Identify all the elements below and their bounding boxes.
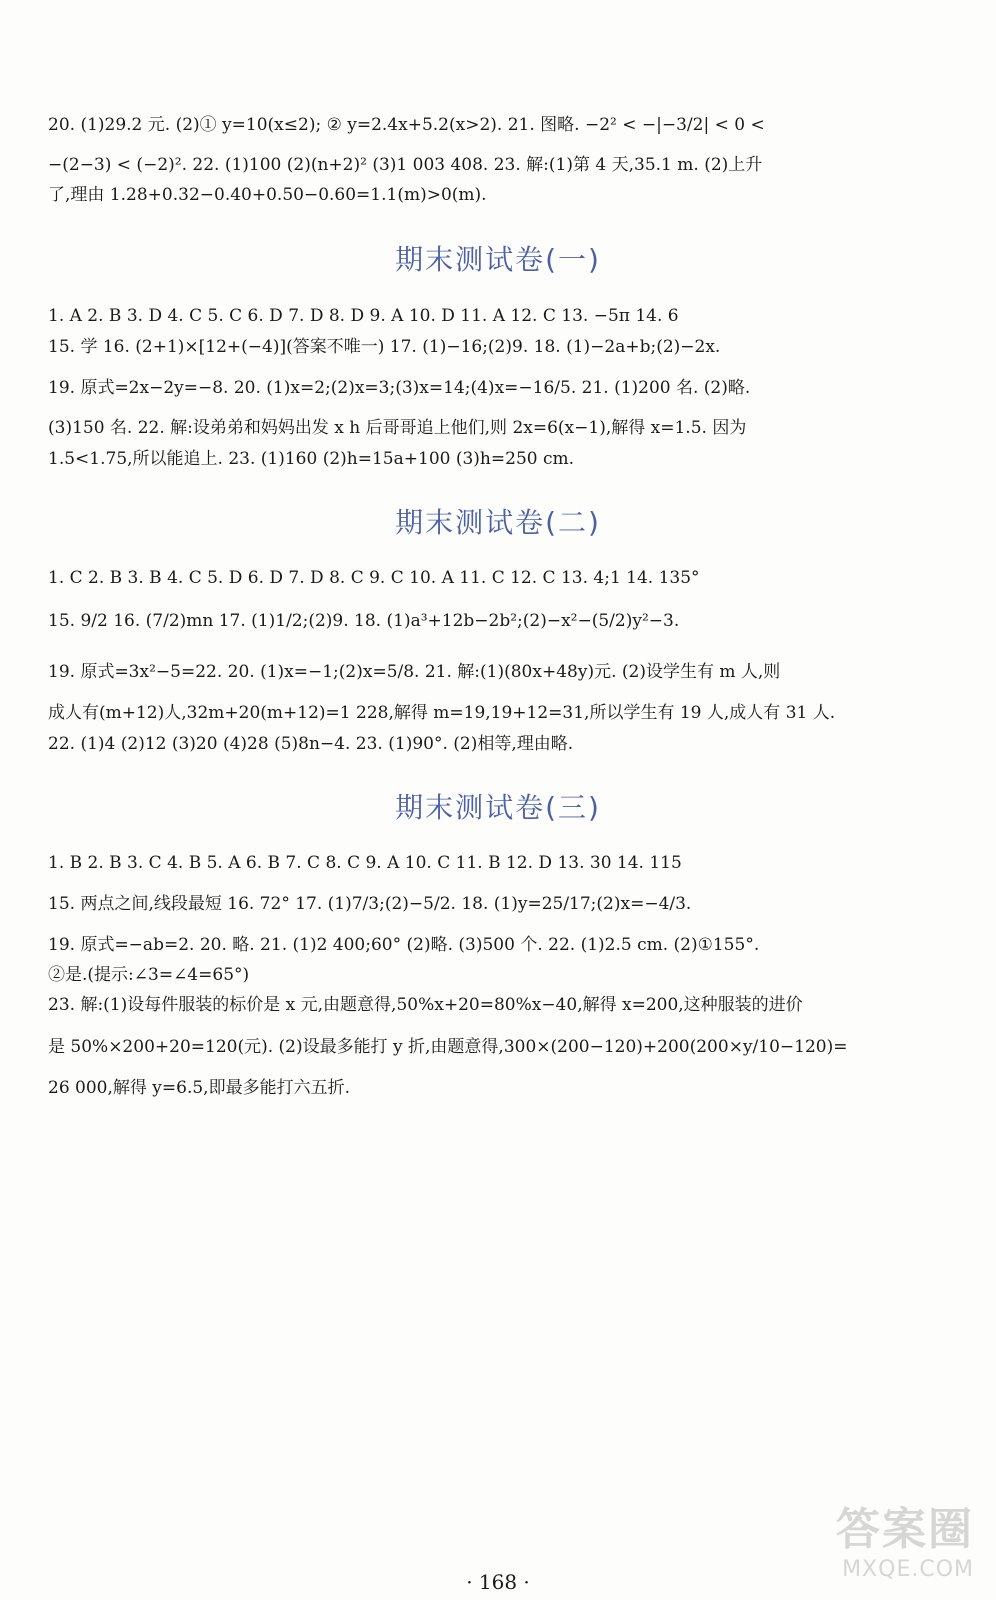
- answer-line: 了,理由 1.28+0.32−0.40+0.50−0.60=1.1(m)>0(m).: [48, 185, 487, 205]
- answer-line: 1.5<1.75,所以能追上. 23. (1)160 (2)h=15a+100 (3)h=250 cm.: [48, 449, 575, 469]
- section-title: 期末测试卷(二): [395, 506, 601, 539]
- answer-line: ②是.(提示:∠3=∠4=65°): [48, 965, 250, 985]
- answer-line: 1. A 2. B 3. D 4. C 5. C 6. D 7. D 8. D 9. A 10. D 11. A 12. C 13. −5π 14. 6: [48, 306, 679, 326]
- watermark-text: 答案圈: [836, 1504, 974, 1555]
- answer-line: 19. 原式=2x−2y=−8. 20. (1)x=2;(2)x=3;(3)x=14;(4)x=−16/5. 21. (1)200 名. (2)略.: [48, 378, 751, 398]
- answer-line: 19. 原式=3x²−5=22. 20. (1)x=−1;(2)x=5/8. 21. 解:(1)(80x+48y)元. (2)设学生有 m 人,则: [48, 662, 781, 682]
- watermark-url: MXQE.COM: [842, 1557, 974, 1582]
- answer-line: 20. (1)29.2 元. (2)① y=10(x≤2); ② y=2.4x+5.2(x>2). 21. 图略. −2² < −|−3/2| < 0 <: [48, 115, 765, 135]
- answer-line: 成人有(m+12)人,32m+20(m+12)=1 228,解得 m=19,19+12=31,所以学生有 19 人,成人有 31 人.: [48, 703, 836, 723]
- answer-line: 1. B 2. B 3. C 4. B 5. A 6. B 7. C 8. C 9. A 10. C 11. B 12. D 13. 30 14. 115: [48, 853, 682, 873]
- answer-line: 是 50%×200+20=120(元). (2)设最多能打 y 折,由题意得,300×(200−120)+200(200×y/10−120)=: [48, 1037, 848, 1057]
- answer-line: 15. 9/2 16. (7/2)mn 17. (1)1/2;(2)9. 18. (1)a³+12b−2b²;(2)−x²−(5/2)y²−3.: [48, 611, 680, 631]
- section-title: 期末测试卷(一): [395, 243, 601, 276]
- section-title: 期末测试卷(三): [395, 791, 601, 824]
- watermark-logo: [836, 1493, 974, 1582]
- answer-line: 26 000,解得 y=6.5,即最多能打六五折.: [48, 1078, 350, 1098]
- page-number: · 168 ·: [466, 1570, 530, 1594]
- answer-line: 15. 两点之间,线段最短 16. 72° 17. (1)7/3;(2)−5/2. 18. (1)y=25/17;(2)x=−4/3.: [48, 894, 692, 914]
- answer-line: 15. 学 16. (2+1)×[12+(−4)](答案不唯一) 17. (1)−16;(2)9. 18. (1)−2a+b;(2)−2x.: [48, 337, 721, 357]
- answer-line: 23. 解:(1)设每件服装的标价是 x 元,由题意得,50%x+20=80%x−40,解得 x=200,这种服装的进价: [48, 995, 803, 1015]
- answer-line: 1. C 2. B 3. B 4. C 5. D 6. D 7. D 8. C 9. C 10. A 11. C 12. C 13. 4;1 14. 135°: [48, 568, 700, 588]
- answer-line: −(2−3) < (−2)². 22. (1)100 (2)(n+2)² (3)1 003 408. 23. 解:(1)第 4 天,35.1 m. (2)上升: [48, 155, 763, 175]
- answer-line: (3)150 名. 22. 解:设弟弟和妈妈出发 x h 后哥哥追上他们,则 2x=6(x−1),解得 x=1.5. 因为: [48, 418, 747, 438]
- answer-line: 19. 原式=−ab=2. 20. 略. 21. (1)2 400;60° (2)略. (3)500 个. 22. (1)2.5 cm. (2)①155°.: [48, 935, 760, 955]
- answer-line: 22. (1)4 (2)12 (3)20 (4)28 (5)8n−4. 23. (1)90°. (2)相等,理由略.: [48, 734, 574, 754]
